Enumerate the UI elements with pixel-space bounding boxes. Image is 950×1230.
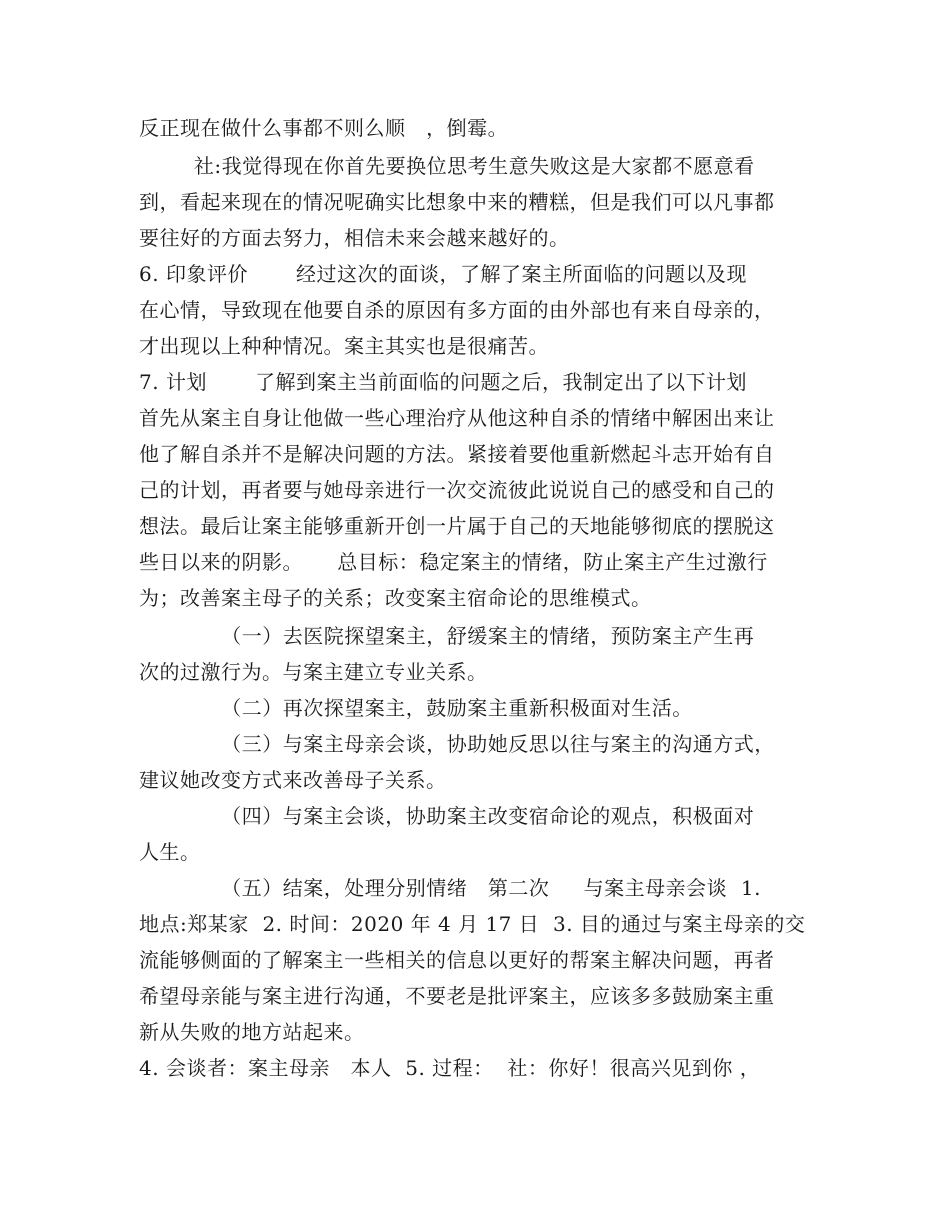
text-line: 7. 计划 了解到案主当前面临的问题之后，我制定出了以下计划	[139, 370, 747, 394]
text-line: 建议她改变方式来改善母子关系。	[139, 768, 447, 792]
text-line: 要往好的方面去努力，相信未来会越来越好的。	[139, 226, 570, 250]
text-line: 希望母亲能与案主进行沟通，不要老是批评案主，应该多多鼓励案主重	[139, 984, 775, 1008]
text-line: （四）与案主会谈，协助案主改变宿命论的观点，积极面对	[139, 804, 755, 828]
text-line: 想法。最后让案主能够重新开创一片属于自己的天地能够彻底的摆脱这	[139, 514, 775, 538]
text-line: （二）再次探望案主，鼓励案主重新积极面对生活。	[139, 696, 693, 720]
text-line: （三）与案主母亲会谈，协助她反思以往与案主的沟通方式，	[139, 732, 775, 756]
text-line: 他了解自杀并不是解决问题的方法。紧接着要他重新燃起斗志开始有自	[139, 442, 775, 466]
text-line: 在心情，导致现在他要自杀的原因有多方面的由外部也有来自母亲的，	[139, 298, 775, 322]
text-line: （一）去医院探望案主，舒缓案主的情绪，预防案主产生再	[139, 624, 755, 648]
text-line: （五）结案，处理分别情绪 第二次 与案主母亲会谈 1.	[139, 876, 761, 900]
text-line: 次的过激行为。与案主建立专业关系。	[139, 660, 488, 684]
text-line: 到，看起来现在的情况呢确实比想象中来的糟糕，但是我们可以凡事都	[139, 190, 775, 214]
text-line: 才出现以上种种情况。案主其实也是很痛苦。	[139, 334, 549, 358]
text-line: 新从失败的地方站起来。	[139, 1020, 365, 1044]
text-line: 地点:郑某家 2. 时间：2020 年 4 月 17 日 3. 目的通过与案主母亲的交	[139, 912, 806, 936]
text-line: 为；改善案主母子的关系；改变案主宿命论的思维模式。	[139, 586, 652, 610]
text-line: 己的计划，再者要与她母亲进行一次交流彼此说说自己的感受和自己的	[139, 478, 775, 502]
text-line: 社:我觉得现在你首先要换位思考生意失败这是大家都不愿意看	[139, 154, 755, 178]
text-line: 首先从案主自身让他做一些心理治疗从他这种自杀的情绪中解困出来让	[139, 406, 775, 430]
text-line: 6. 印象评价 经过这次的面谈，了解了案主所面临的问题以及现	[139, 262, 747, 286]
text-line: 些日以来的阴影。 总目标：稳定案主的情绪，防止案主产生过激行	[139, 550, 768, 574]
text-line: 人生。	[139, 840, 201, 864]
text-line: 反正现在做什么事都不则么顺 ，倒霉。	[139, 116, 509, 140]
text-line: 4. 会谈者：案主母亲 本人 5. 过程： 社：你好！很高兴见到你 ，	[139, 1056, 761, 1080]
text-line: 流能够侧面的了解案主一些相关的信息以更好的帮案主解决问题，再者	[139, 948, 775, 972]
